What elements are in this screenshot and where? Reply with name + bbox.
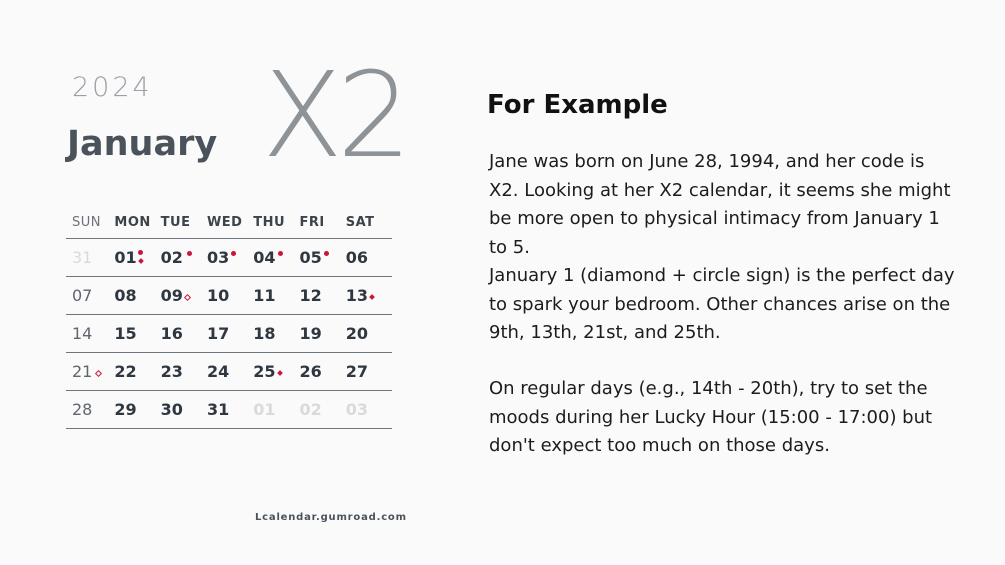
weekday-tue: TUE xyxy=(160,214,191,230)
footer-link[interactable]: Lcalendar.gumroad.com xyxy=(255,512,407,523)
example-paragraph: On regular days (e.g., 14th - 20th), try to set the moods during her Lucky Hour (15:00 - 17:00) but don't expect too much on those days. xyxy=(489,378,933,456)
calendar-day[interactable]: 01 xyxy=(253,400,276,419)
circle-marker-icon xyxy=(278,251,283,256)
calendar-week xyxy=(66,238,392,276)
calendar-week xyxy=(66,314,392,352)
calendar-day[interactable]: 10 xyxy=(206,286,230,305)
calendar-day[interactable]: 27 xyxy=(345,362,368,381)
calendar-week xyxy=(66,276,392,314)
diamond-outline-marker-icon xyxy=(184,294,191,301)
calendar-day[interactable]: 23 xyxy=(160,362,183,381)
calendar-day[interactable]: 07 xyxy=(72,286,93,305)
code-label: X2 xyxy=(262,46,406,184)
calendar-day[interactable]: 26 xyxy=(299,362,322,381)
example-paragraph: Jane was born on June 28, 1994, and her code is X2. Looking at her X2 calendar, it seems she might be more open to physical intimacy from January 1 to 5. xyxy=(489,151,951,258)
calendar-day[interactable]: 08 xyxy=(114,286,137,305)
calendar-day[interactable]: 31 xyxy=(206,400,230,419)
circle-marker-icon xyxy=(138,250,143,255)
calendar-day[interactable]: 22 xyxy=(114,362,137,381)
calendar-day[interactable]: 12 xyxy=(299,286,322,305)
calendar-week xyxy=(66,352,392,390)
calendar-grid xyxy=(66,206,392,429)
circle-marker-icon xyxy=(187,251,192,256)
calendar-day[interactable]: 05 xyxy=(299,248,345,267)
calendar-day[interactable]: 21 xyxy=(66,362,114,381)
year-label: 2024 xyxy=(72,72,153,103)
weekday-mon: MON xyxy=(114,214,151,230)
calendar-day[interactable]: 17 xyxy=(206,324,230,343)
calendar-week xyxy=(66,390,392,429)
calendar-day[interactable]: 01 xyxy=(114,248,160,267)
diamond-outline-marker-icon xyxy=(95,370,102,377)
example-heading: For Example xyxy=(487,90,668,120)
calendar-day[interactable]: 29 xyxy=(114,400,137,419)
circle-marker-icon xyxy=(231,251,236,256)
calendar-day[interactable]: 09 xyxy=(161,286,207,305)
month-label: January xyxy=(67,124,218,164)
calendar-day[interactable]: 16 xyxy=(160,324,183,343)
weekday-header xyxy=(66,206,392,238)
weekday-sun: SUN xyxy=(72,214,101,230)
diamond-marker-icon xyxy=(277,370,283,376)
calendar-day[interactable]: 19 xyxy=(299,324,322,343)
calendar-day[interactable]: 13 xyxy=(346,286,392,305)
weekday-thu: THU xyxy=(253,214,286,230)
weekday-fri: FRI xyxy=(299,214,325,230)
weekday-sat: SAT xyxy=(345,214,375,230)
calendar-day[interactable]: 04 xyxy=(253,248,299,267)
diamond-marker-icon xyxy=(139,258,145,264)
diamond-marker-icon xyxy=(369,294,375,300)
calendar-day[interactable]: 28 xyxy=(72,400,93,419)
calendar-day[interactable]: 06 xyxy=(345,248,368,267)
calendar-day[interactable]: 18 xyxy=(253,324,276,343)
calendar-day[interactable]: 24 xyxy=(206,362,230,381)
calendar-day[interactable]: 03 xyxy=(345,400,368,419)
calendar-day[interactable]: 02 xyxy=(299,400,322,419)
calendar-day[interactable]: 31 xyxy=(72,248,93,267)
calendar-day[interactable]: 20 xyxy=(345,324,368,343)
circle-marker-icon xyxy=(324,251,329,256)
calendar-day[interactable]: 30 xyxy=(160,400,183,419)
calendar-day[interactable]: 25 xyxy=(253,362,299,381)
weekday-wed: WED xyxy=(206,214,243,230)
calendar-day[interactable]: 03 xyxy=(207,248,253,267)
calendar-day[interactable]: 11 xyxy=(253,286,276,305)
calendar-day[interactable]: 15 xyxy=(114,324,137,343)
calendar-day[interactable]: 14 xyxy=(72,324,93,343)
example-paragraph: January 1 (diamond + circle sign) is the perfect day to spark your bedroom. Other chances arise on the 9th, 13th, 21st, and 25th. xyxy=(489,265,955,343)
calendar-day[interactable]: 02 xyxy=(161,248,207,267)
